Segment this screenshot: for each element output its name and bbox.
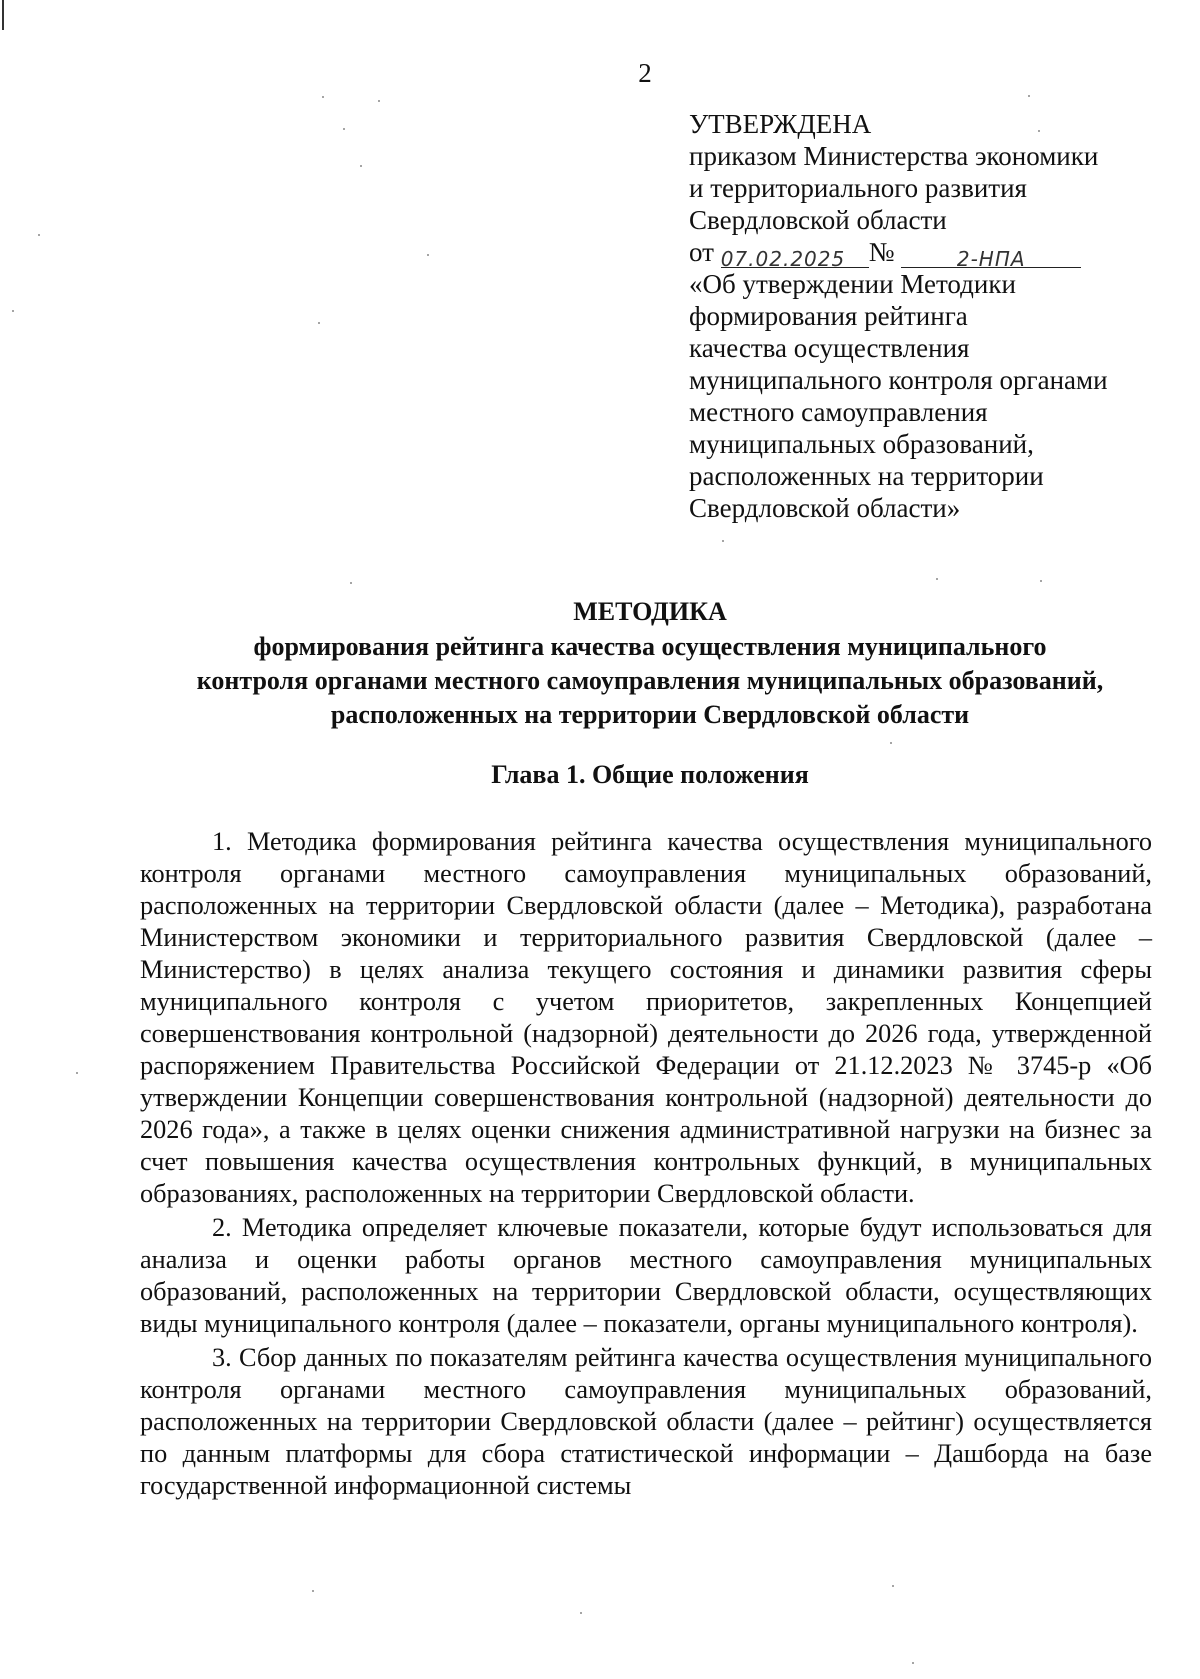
scan-speck <box>892 1585 894 1587</box>
document-body <box>140 826 1152 1504</box>
scan-speck <box>322 96 324 98</box>
paragraph-3: 3. Сбор данных по показателям рейтинга качества осуществления муниципального контроля органами местного самоуправления муниципальных образований, расположенных на территории Свердловской области (далее – рейтинг) осуществляется по данным платформы для сбора статистической информации – Дашборда на базе государственной информационной системы <box>140 1343 1152 1500</box>
scan-speck <box>312 1590 314 1592</box>
document-title: МЕТОДИКА <box>573 597 727 626</box>
date-prefix: от <box>689 237 714 267</box>
approval-line: и территориального развития <box>689 173 1027 203</box>
approval-heading: УТВЕРЖДЕНА <box>689 109 872 139</box>
scan-edge-mark <box>2 0 4 30</box>
scan-speck <box>343 128 345 130</box>
approval-subject-line: Свердловской области» <box>689 493 961 523</box>
scan-speck <box>38 234 40 236</box>
number-field <box>901 241 1081 271</box>
scan-speck <box>1038 130 1040 132</box>
approval-block <box>689 108 1169 524</box>
scan-speck <box>12 310 14 312</box>
paragraph-1: 1. Методика формирования рейтинга качества осуществления муниципального контроля органами местного самоуправления муниципальных образований, расположенных на территории Свердловской области (далее – Методика), разработана Министерством экономики и территориального развития Свердловской (далее – Министерство) в целях анализа текущего состояния и динамики развития сферы муниципального контроля с учетом приоритетов, закрепленных Концепцией совершенствования контрольной (надзорной) деятельности до 2026 года, утвержденной распоряжением Правительства Российской Федерации от 21.12.2023 № 3745-р «Об утверждении Концепции совершенствования контрольной (надзорной) деятельности до 2026 года», а также в целях оценки снижения административной нагрузки на бизнес за счет повышения качества осуществления контрольных функций, в муниципальных образованиях, расположенных на территории Свердловской области. <box>140 827 1152 1208</box>
approval-subject-line: качества осуществления <box>689 333 970 363</box>
approval-subject-line: формирования рейтинга <box>689 301 968 331</box>
scan-speck <box>76 1072 78 1074</box>
scan-speck <box>1028 95 1030 97</box>
scan-speck <box>936 578 938 580</box>
handwritten-number: 2-НПА <box>956 247 1026 271</box>
scan-speck <box>350 582 352 584</box>
approval-subject-line: расположенных на территории <box>689 461 1044 491</box>
scan-speck <box>1040 580 1042 582</box>
page-number: 2 <box>638 58 652 88</box>
handwritten-date: 07.02.2025 <box>720 247 846 271</box>
scan-speck <box>912 1662 914 1664</box>
document-subtitle-line: расположенных на территории Свердловской области <box>330 700 970 729</box>
chapter-heading: Глава 1. Общие положения <box>491 760 809 789</box>
scan-speck <box>722 540 724 542</box>
approval-line: Свердловской области <box>689 205 947 235</box>
scan-speck <box>318 322 320 324</box>
document-subtitle-line: формирования рейтинга качества осуществления муниципального <box>253 632 1047 661</box>
approval-subject-line: муниципальных образований, <box>689 429 1034 459</box>
order-date-line <box>689 236 1169 271</box>
scan-speck <box>580 1612 582 1614</box>
scan-speck <box>890 742 892 744</box>
scan-speck <box>378 100 380 102</box>
document-subtitle-line: контроля органами местного самоуправления муниципальных образований, <box>196 666 1104 695</box>
date-field <box>720 241 869 271</box>
scan-speck <box>427 254 429 256</box>
approval-line: приказом Министерства экономики <box>689 141 1099 171</box>
paragraph-2: 2. Методика определяет ключевые показатели, которые будут использоваться для анализа и оценки работы органов местного самоуправления муниципальных образований, расположенных на территории Свердловской области, осуществляющих виды муниципального контроля (далее – показатели, органы муниципального контроля). <box>140 1213 1152 1338</box>
approval-subject-line: «Об утверждении Методики <box>689 269 1016 299</box>
approval-subject-line: местного самоуправления <box>689 397 988 427</box>
number-prefix: № <box>868 237 895 267</box>
approval-subject-line: муниципального контроля органами <box>689 365 1108 395</box>
scan-speck <box>360 165 362 167</box>
